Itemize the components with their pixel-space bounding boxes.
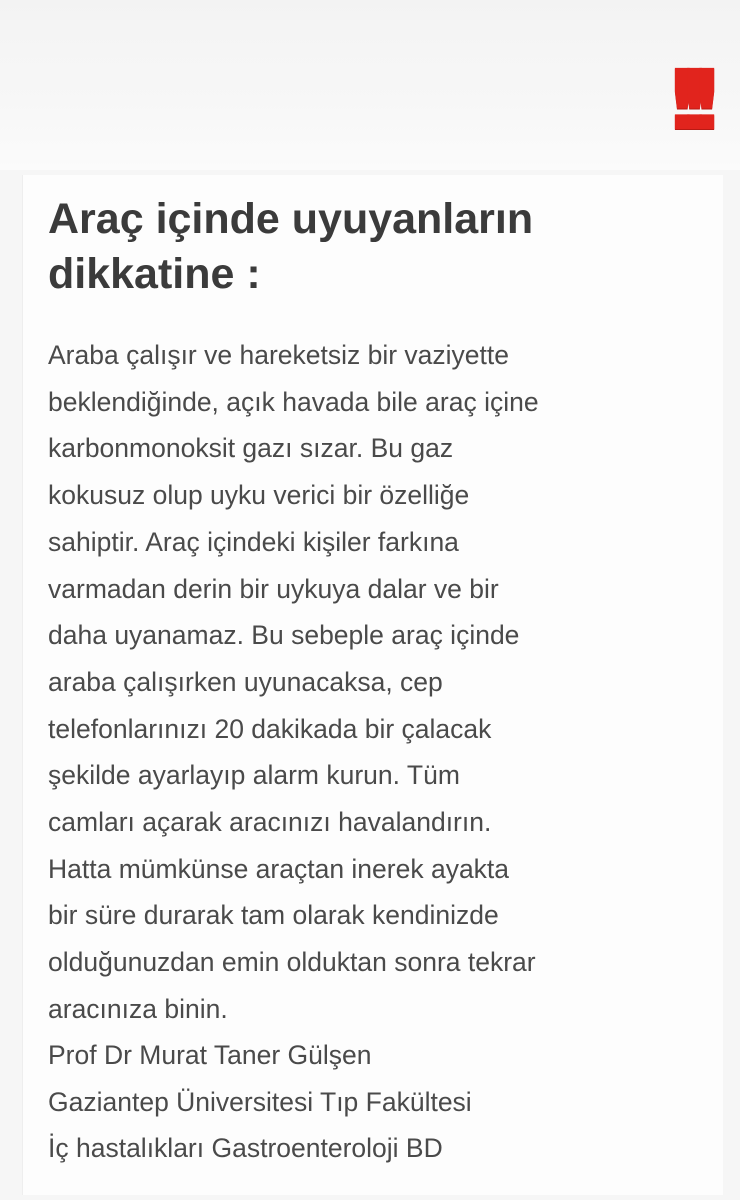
body-line: olduğunuzdan emin olduktan sonra tekrar xyxy=(48,947,536,978)
body-line: telefonlarınızı 20 dakikada bir çalacak xyxy=(48,713,492,744)
body-line: Hatta mümkünse araçtan inerek ayakta xyxy=(48,853,510,884)
notice-body xyxy=(48,332,728,1033)
body-line: camları açarak aracınızı havalandırın. xyxy=(48,807,492,838)
author-department: İç hastalıkları Gastroenteroloji BD xyxy=(48,1133,443,1164)
title-line: dikkatine : xyxy=(48,250,261,298)
body-line: Araba çalışır ve hareketsiz bir vaziyette xyxy=(48,340,509,370)
author-name: Prof Dr Murat Taner Gülşen xyxy=(48,1040,372,1070)
body-line: bir süre durarak tam olarak kendinizde xyxy=(48,900,499,931)
body-line: beklendiğinde, açık havada bile araç içine xyxy=(48,386,539,417)
body-line: sahiptir. Araç içindeki kişiler farkına xyxy=(48,526,459,557)
body-line: varmadan derin bir uykuya dalar ve bir xyxy=(48,573,499,604)
author-signature xyxy=(48,1032,728,1172)
page-title xyxy=(48,192,688,302)
body-line: daha uyanamaz. Bu sebeple araç içinde xyxy=(48,620,520,651)
body-line: aracınıza binin. xyxy=(48,993,228,1024)
body-line: şekilde ayarlayıp alarm kurun. Tüm xyxy=(48,760,460,791)
author-institution: Gaziantep Üniversitesi Tıp Fakültesi xyxy=(48,1086,472,1117)
title-line: Araç içinde uyuyanların xyxy=(48,195,534,243)
body-line: kokusuz olup uyku verici bir özelliğe xyxy=(48,480,470,511)
top-band xyxy=(0,0,740,170)
body-line: karbonmonoksit gazı sızar. Bu gaz xyxy=(48,433,454,464)
exclamation-marks-icon: !!! xyxy=(663,51,700,149)
body-line: araba çalışırken uyunacaksa, cep xyxy=(48,666,443,697)
